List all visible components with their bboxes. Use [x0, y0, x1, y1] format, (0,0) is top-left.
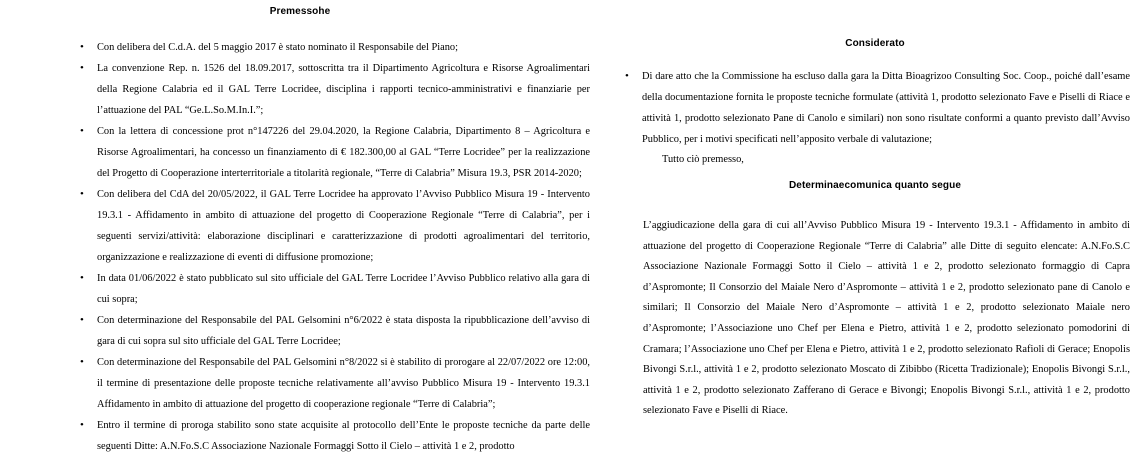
considerato-heading: Considerato	[845, 38, 905, 49]
list-item: • Entro il termine di proroga stabilito sono state acquisite al protocollo dell’Ente le proposte tecniche da parte delle seguenti Ditte: A.N.Fo.S.C Associazione Nazionale Formaggi Sotto il Cielo – attività 1 e 2, prodotto	[80, 415, 590, 457]
list-item: • Con determinazione del Responsabile del PAL Gelsomini n°8/2022 si è stabilito di prorogare al 22/07/2022 ore 12:00, il termine di presentazione delle proposte tecniche relativamente all’avviso Pubblico Misura 19 - Intervento 19.3.1 Affidamento in ambito di attuazione del progetto di cooperazione regionale “Terre di Calabria”;	[80, 352, 590, 415]
premesso-heading: Premessohe	[269, 6, 331, 17]
considerato-list	[625, 66, 1130, 150]
list-item: • Di dare atto che la Commissione ha escluso dalla gara la Ditta Bioagrizoo Consulting Soc. Coop., poiché dall’esame della documentazione fornita le proposte tecniche formulate (attività 1, prodotto selezionato Fave e Piselli di Riace e attività 1, prodotto selezionato Pane di Canolo e similari) non sono risultate conformi a quanto previsto dall’Avviso Pubblico, per i motivi specificati nell’apposito verbale di valutazione;	[625, 66, 1130, 150]
list-item: • Con delibera del C.d.A. del 5 maggio 2017 è stato nominato il Responsabile del Piano;	[80, 37, 590, 58]
aggiudicazione-paragraph: L’aggiudicazione della gara di cui all’Avviso Pubblico Misura 19 - Intervento 19.3.1 - Affidamento in ambito di attuazione del progetto di Cooperazione Regionale “Terre di Calabria” alle Ditte di seguito elencate: A.N.Fo.S.C Associazione Nazionale Formaggi Sotto il Cielo – attività 1 e 2, prodotto selezionato formaggio di Capra d’Aspromonte; Il Consorzio del Maiale Nero d’Aspromonte – attività 1 e 2, prodotto selezionato pane di Canolo e similari; Il Consorzio del Maiale Nero d’Aspromonte – attività 1 e 2, prodotto selezionato Maiale nero d’Aspromonte; l’Associazione uno Chef per Elena e Pietro, attività 1 e 2, prodotto selezionato pomodorini di Cramara; l’Associazione uno Chef per Elena e Pietro, attività 1 e 2, prodotto selezionato Rafioli di Gerace; Enopolis Bivongi S.r.l., attività 1 e 2, prodotto selezionato Moscato di Zibibbo (Ricetta Tradizionale); Enopolis Bivongi S.r.l., attività 1 e 2, prodotto selezionato Zafferano di Gerace e Bivongi; Enopolis Bivongi S.r.l., attività 1 e 2, prodotto selezionato Fave e Piselli di Riace.	[643, 220, 1130, 417]
premesso-list	[80, 37, 590, 457]
list-item: • La convenzione Rep. n. 1526 del 18.09.2017, sottoscritta tra il Dipartimento Agricoltura e Risorse Agroalimentari della Regione Calabria ed il GAL Terre Locridee, disciplina i rapporti tecnico-amministrativi e finanziarie per l’attuazione del PAL “Ge.L.So.M.In.I.”;	[80, 58, 590, 121]
list-item: • In data 01/06/2022 è stato pubblicato sul sito ufficiale del GAL Terre Locridee l’Avviso Pubblico relativo alla gara di cui sopra;	[80, 268, 590, 310]
list-item: • Con delibera del CdA del 20/05/2022, il GAL Terre Locridee ha approvato l’Avviso Pubblico Misura 19 - Intervento 19.3.1 - Affidamento in ambito di attuazione del progetto di Cooperazione Regionale “Terre di Calabria”, per i seguenti servizi/attività: elaborazione disciplinari e caratterizzazione di prodotti agroalimentari del territorio, organizzazione e realizzazione di eventi di diffusione promozione;	[80, 184, 590, 268]
determina-heading: Determinaecomunica quanto segue	[788, 180, 962, 191]
list-item: • Con la lettera di concessione prot n°147226 del 29.04.2020, la Regione Calabria, Dipartimento 8 – Agricoltura e Risorse Agroalimentari, ha concesso un finanziamento di € 182.300,00 al GAL “Terre Locridee” per la realizzazione del Progetto di Cooperazione interterritoriale a titolarità regionale, “Terre di Calabria” Misura 19.3, PSR 2014-2020;	[80, 121, 590, 184]
list-item: • Con determinazione del Responsabile del PAL Gelsomini n°6/2022 è stata disposta la ripubblicazione dell’avviso di gara di cui sopra sul sito ufficiale del GAL Terre Locridee;	[80, 310, 590, 352]
tutto-text: Tutto ciò premesso,	[662, 154, 744, 165]
